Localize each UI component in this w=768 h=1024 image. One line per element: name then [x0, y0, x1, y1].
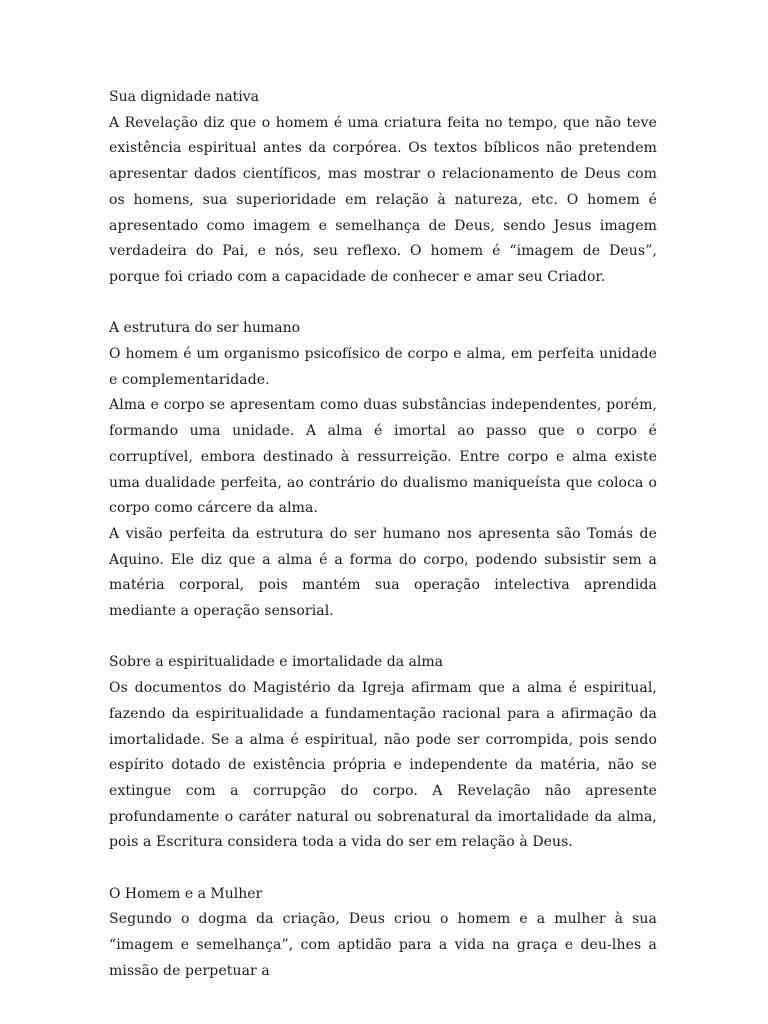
paragraph: Alma e corpo se apresentam como duas substâncias independentes, porém, formando uma unidade. A alma é imortal ao passo que o corpo é corruptível, embora destinado à ressurreição. Entre corpo e alma existe uma dualidade perfeita, ao contrário do dualismo maniqueísta que coloca o corpo como cárcere da alma. [109, 397, 657, 517]
section-homem-mulher [109, 882, 657, 985]
section-espiritualidade [109, 650, 657, 856]
section-estrutura [109, 316, 657, 624]
paragraph: A visão perfeita da estrutura do ser humano nos apresenta são Tomás de Aquino. Ele diz que a alma é a forma do corpo, podendo subsistir sem a matéria corporal, pois mantém sua operação intelectiva aprendida mediante a operação sensorial. [109, 525, 657, 620]
document-page [109, 85, 657, 1010]
section-heading: A estrutura do ser humano [109, 320, 301, 337]
paragraph: Os documentos do Magistério da Igreja afirmam que a alma é espiritual, fazendo da espiritualidade a fundamentação racional para a afirmação da imortalidade. Se a alma é espiritual, não pode ser corrompida, pois sendo espírito dotado de existência própria e independente da matéria, não se extingue com a corrupção do corpo. A Revelação não apresente profundamente o caráter natural ou sobrenatural da imortalidade da alma, pois a Escritura considera toda a vida do ser em relação à Deus. [109, 680, 657, 851]
section-heading: Sobre a espiritualidade e imortalidade da alma [109, 654, 443, 671]
section-heading: O Homem e a Mulher [109, 885, 263, 902]
section-dignidade [109, 85, 657, 291]
paragraph: O homem é um organismo psicofísico de corpo e alma, em perfeita unidade e complementaridade. [109, 346, 657, 388]
section-heading: Sua dignidade nativa [109, 89, 260, 105]
paragraph: Segundo o dogma da criação, Deus criou o homem e a mulher à sua “imagem e semelhança”, com aptidão para a vida na graça e deu-lhes a missão de perpetuar a [109, 911, 657, 979]
paragraph: A Revelação diz que o homem é uma criatura feita no tempo, que não teve existência espiritual antes da corpórea. Os textos bíblicos não pretendem apresentar dados científicos, mas mostrar o relacionamento de Deus com os homens, sua superioridade em relação à natureza, etc. O homem é apresentado como imagem e semelhança de Deus, sendo Jesus imagem verdadeira do Pai, e nós, seu reflexo. O homem é “imagem de Deus”, porque foi criado com a capacidade de conhecer e amar seu Criador. [109, 114, 657, 285]
